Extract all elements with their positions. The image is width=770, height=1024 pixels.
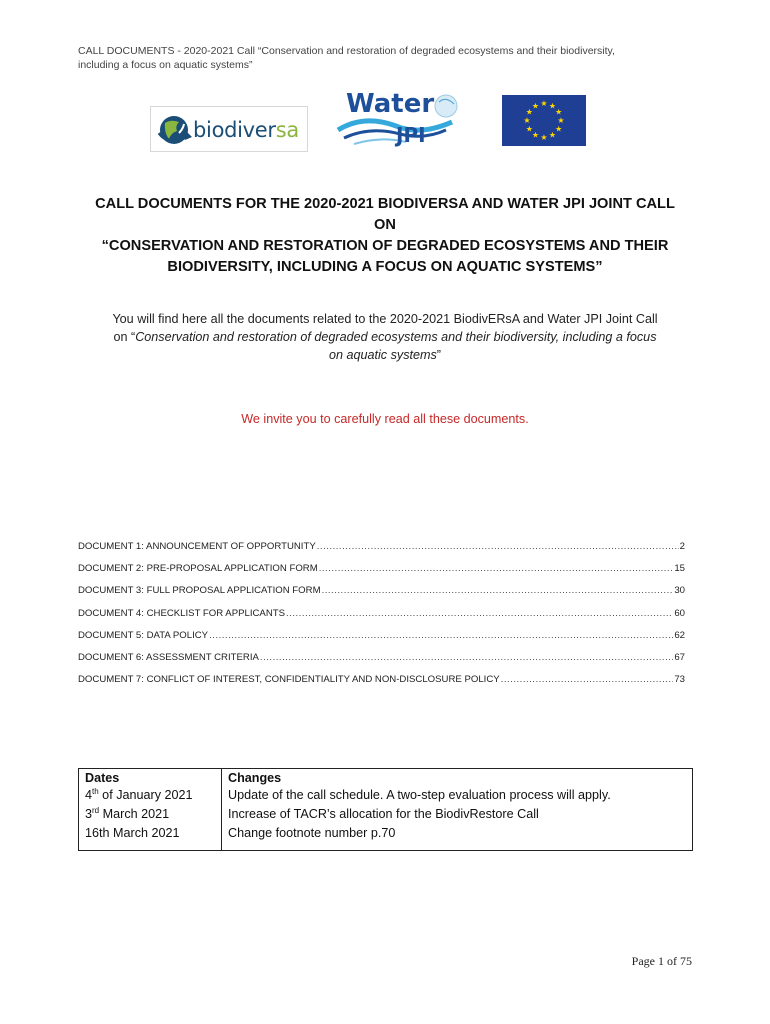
table-row <box>79 805 693 824</box>
intro-line-3: on aquatic systems” <box>328 348 441 362</box>
svg-text:★: ★ <box>555 124 563 134</box>
toc-leader <box>501 674 674 685</box>
svg-text:★: ★ <box>531 130 540 140</box>
svg-text:★: ★ <box>531 101 540 111</box>
globe-arrow-icon <box>157 113 193 147</box>
svg-text:★: ★ <box>548 130 557 140</box>
water-jpi-word-water: Water <box>346 89 435 119</box>
toc-item-page: 62 <box>674 629 685 641</box>
date-cell: 16th March 2021 <box>79 824 222 851</box>
toc-item-label: DOCUMENT 3: FULL PROPOSAL APPLICATION FORM <box>78 585 321 597</box>
change-cell: Update of the call schedule. A two-step evaluation process will apply. <box>228 788 611 802</box>
toc-leader <box>319 563 674 574</box>
toc-item-document-5[interactable] <box>78 630 685 652</box>
title-line-3: “CONSERVATION AND RESTORATION OF DEGRADED ECOSYSTEMS AND THEIR <box>101 238 669 254</box>
toc-item-label: DOCUMENT 5: DATA POLICY <box>78 629 209 641</box>
title-line-4: BIODIVERSITY, INCLUDING A FOCUS ON AQUATIC SYSTEMS” <box>167 259 603 275</box>
water-wave-icon <box>334 86 460 150</box>
svg-text:★: ★ <box>525 124 533 134</box>
toc-item-document-4[interactable] <box>78 608 685 630</box>
svg-text:★: ★ <box>555 107 563 117</box>
toc-item-document-1[interactable] <box>78 541 685 563</box>
intro-paragraph <box>72 310 698 364</box>
changes-table <box>78 768 693 851</box>
svg-text:★: ★ <box>557 116 565 125</box>
column-header-changes: Changes <box>228 771 282 785</box>
toc-leader <box>317 541 679 552</box>
page-number: Page 1 of 75 <box>631 954 692 968</box>
title-line-2: ON <box>374 217 396 233</box>
table-row <box>79 824 693 851</box>
svg-text:★: ★ <box>540 133 548 142</box>
change-cell: Change footnote number p.70 <box>228 826 396 840</box>
toc-item-page: 15 <box>674 563 685 575</box>
toc-item-label: DOCUMENT 6: ASSESSMENT CRITERIA <box>78 651 259 663</box>
svg-text:★: ★ <box>525 107 533 117</box>
svg-text:★: ★ <box>523 116 531 125</box>
toc-item-document-3[interactable] <box>78 585 685 607</box>
column-header-dates: Dates <box>79 769 222 787</box>
table-header-row <box>79 769 693 787</box>
toc-item-page: 73 <box>674 674 685 686</box>
running-header-line-1: CALL DOCUMENTS - 2020-2021 Call “Conservation and restoration of degraded ecosystems and their biodiversity, <box>78 45 615 57</box>
document-title <box>70 194 700 278</box>
date-cell: 3rd March 2021 <box>79 805 222 824</box>
eu-flag-logo <box>502 95 586 146</box>
water-jpi-word-jpi: JPI <box>396 123 426 147</box>
date-cell: 4th of January 2021 <box>79 786 222 805</box>
toc-item-label: DOCUMENT 1: ANNOUNCEMENT OF OPPORTUNITY <box>78 541 316 552</box>
intro-line-1: You will find here all the documents related to the 2020-2021 BiodivERsA and Water JPI Joint Call <box>112 312 658 326</box>
change-cell: Increase of TACR’s allocation for the BiodivRestore Call <box>228 807 539 821</box>
toc-item-label: DOCUMENT 2: PRE-PROPOSAL APPLICATION FORM <box>78 563 318 575</box>
toc-item-label: DOCUMENT 7: CONFLICT OF INTEREST, CONFIDENTIALITY AND NON-DISCLOSURE POLICY <box>78 674 500 686</box>
toc-item-page: 60 <box>674 607 685 619</box>
water-jpi-logo <box>334 86 460 150</box>
toc-item-document-7[interactable] <box>78 674 685 696</box>
biodiversa-logo <box>150 106 308 152</box>
svg-text:★: ★ <box>540 99 548 108</box>
toc-item-page: 30 <box>674 585 685 597</box>
toc-item-label: DOCUMENT 4: CHECKLIST FOR APPLICANTS <box>78 607 286 619</box>
toc-leader <box>286 608 673 619</box>
table-of-contents <box>78 541 685 696</box>
running-header <box>78 44 698 72</box>
intro-line-2: on “Conservation and restoration of degraded ecosystems and their biodiversity, including a focus <box>113 330 657 344</box>
toc-item-page: 2 <box>679 541 685 552</box>
biodiversa-wordmark: biodiversa <box>193 118 299 142</box>
svg-text:★: ★ <box>548 101 557 111</box>
running-header-line-2: including a focus on aquatic systems” <box>78 59 253 71</box>
toc-leader <box>260 652 673 663</box>
title-line-1: CALL DOCUMENTS FOR THE 2020-2021 BIODIVERSA AND WATER JPI JOINT CALL <box>95 196 675 212</box>
eu-flag-icon <box>502 95 586 146</box>
toc-item-document-2[interactable] <box>78 563 685 585</box>
toc-item-document-6[interactable] <box>78 652 685 674</box>
toc-item-page: 67 <box>674 651 685 663</box>
invite-note: We invite you to carefully read all these documents. <box>241 412 529 426</box>
table-row <box>79 786 693 805</box>
toc-leader <box>209 630 673 641</box>
toc-leader <box>322 585 674 596</box>
